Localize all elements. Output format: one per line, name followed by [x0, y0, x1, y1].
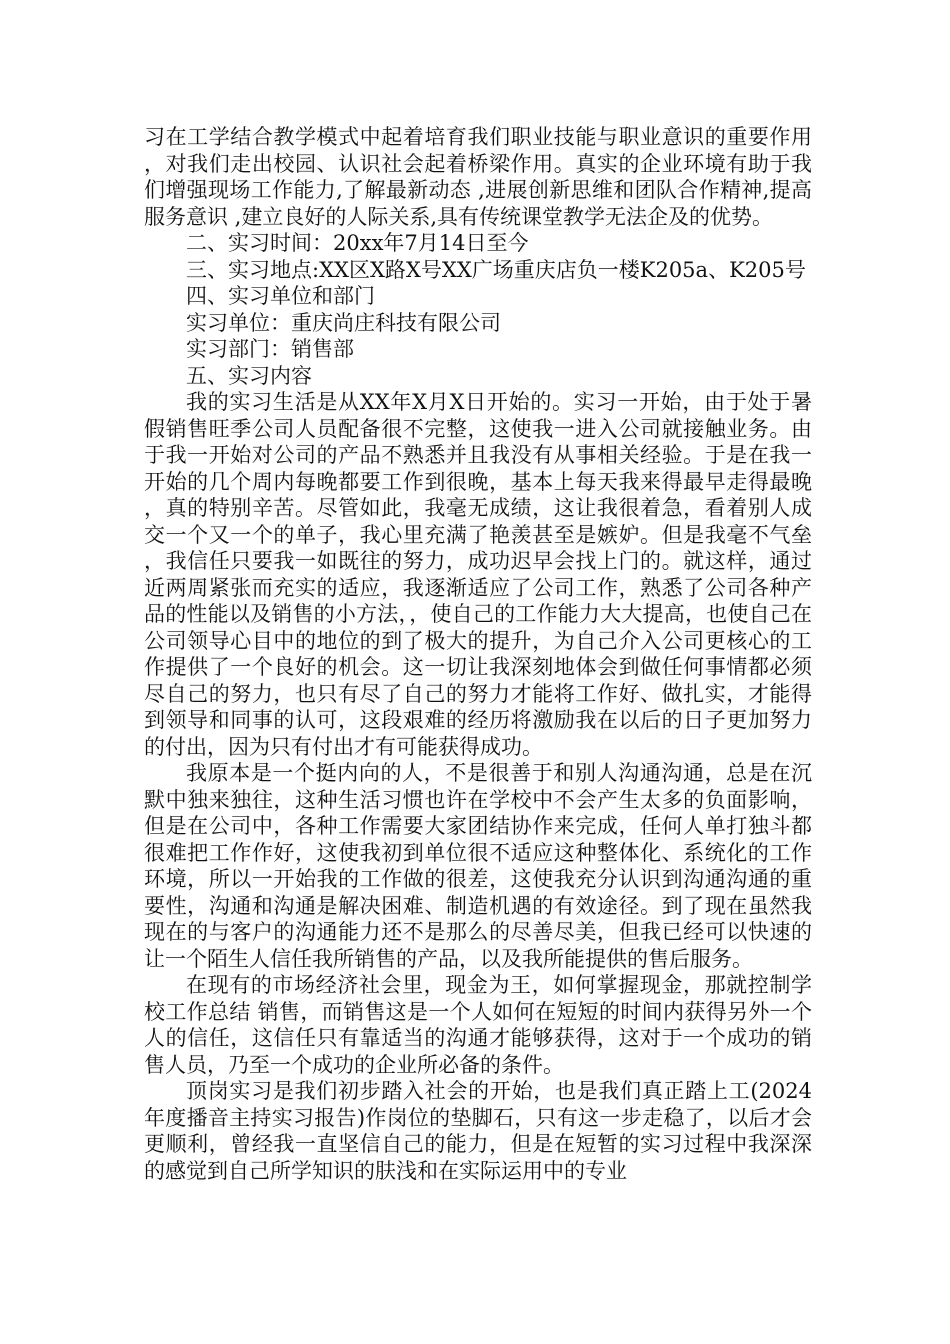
paragraph-on-the-job-internship: 顶岗实习是我们初步踏入社会的开始，也是我们真正踏上工(2024年度播音主持实习报告)作岗位的垫脚石，只有这一步走稳了，以后才会更顺利，曾经我一直坚信自己的能力，但是在短暂的实习过程中我深深的感觉到自己所学知识的肤浅和在实际运用中的专业 [144, 1079, 812, 1183]
paragraph-internship-department: 实习部门：销售部 [186, 337, 354, 361]
paragraph-communication: 我原本是一个挺内向的人，不是很善于和别人沟通沟通，总是在沉默中独来独往，这种生活习惯也许在学校中不会产生太多的负面影响，但是在公司中，各种工作需要大家团结协作来完成，任何人单打独斗都很难把工作作好，这使我初到单位很不适应这种整体化、系统化的工作环境，所以一开始我的工作做的很差，这使我充分认识到沟通沟通的重要性，沟通和沟通是解决困难、制造机遇的有效途径。到了现在虽然我现在的与客户的沟通能力还不是那么的尽善尽美，但我已经可以快速的让一个陌生人信任我所销售的产品，以及我所能提供的售后服务。 [144, 761, 812, 971]
heading-internship-content: 五、实习内容 [186, 363, 312, 388]
heading-unit-and-department: 四、实习单位和部门 [186, 284, 375, 308]
document-body [144, 124, 812, 1184]
paragraph-internship-time: 二、实习时间：20xx年7月14日至今 [186, 231, 529, 255]
paragraph-intro-continued: 习在工学结合教学模式中起着培育我们职业技能与职业意识的重要作用，对我们走出校园、认识社会起着桥梁作用。真实的企业环境有助于我们增强现场工作能力,了解最新动态 ,进展创新思维和团队合作精神,提高服务意识 ,建立良好的人际关系,具有传统课堂教学无法企及的优势。 [144, 125, 812, 229]
paragraph-market-economy: 在现有的市场经济社会里，现金为王，如何掌握现金，那就控制学校工作总结 销售，而销售这是一个人如何在短短的时间内获得另外一个人的信任，这信任只有靠适当的沟通才能够获得，这对于一个成功的销售人员，乃至一个成功的企业所必备的条件。 [144, 973, 812, 1077]
paragraph-internship-unit: 实习单位：重庆尚庄科技有限公司 [186, 310, 501, 335]
paragraph-internship-location: 三、实习地点:XX区X路X号XX广场重庆店负一楼K205a、K205号 [186, 257, 806, 282]
paragraph-internship-start: 我的实习生活是从XX年X月X日开始的。实习一开始，由于处于暑假销售旺季公司人员配备很不完整，这使我一进入公司就接触业务。由于我一开始对公司的产品不熟悉并且我没有从事相关经验。于是在我一开始的几个周内每晚都要工作到很晚，基本上每天我来得最早走得最晚，真的特别辛苦。尽管如此，我毫无成绩，这让我很着急，看着别人成交一个又一个的单子，我心里充满了艳羡甚至是嫉妒。但是我毫不气垒，我信任只要我一如既往的努力，成功迟早会找上门的。就这样，通过近两周紧张而充实的适应，我逐渐适应了公司工作，熟悉了公司各种产品的性能以及销售的小方法，，使自己的工作能力大大提高，也使自己在公司领导心目中的地位的到了极大的提升，为自己介入公司更核心的工作提供了一个良好的机会。这一切让我深刻地体会到做任何事情都必须尽自己的努力，也只有尽了自己的努力才能将工作好、做扎实，才能得到领导和同事的认可，这段艰难的经历将激励我在以后的日子更加努力的付出，因为只有付出才有可能获得成功。 [144, 390, 812, 759]
